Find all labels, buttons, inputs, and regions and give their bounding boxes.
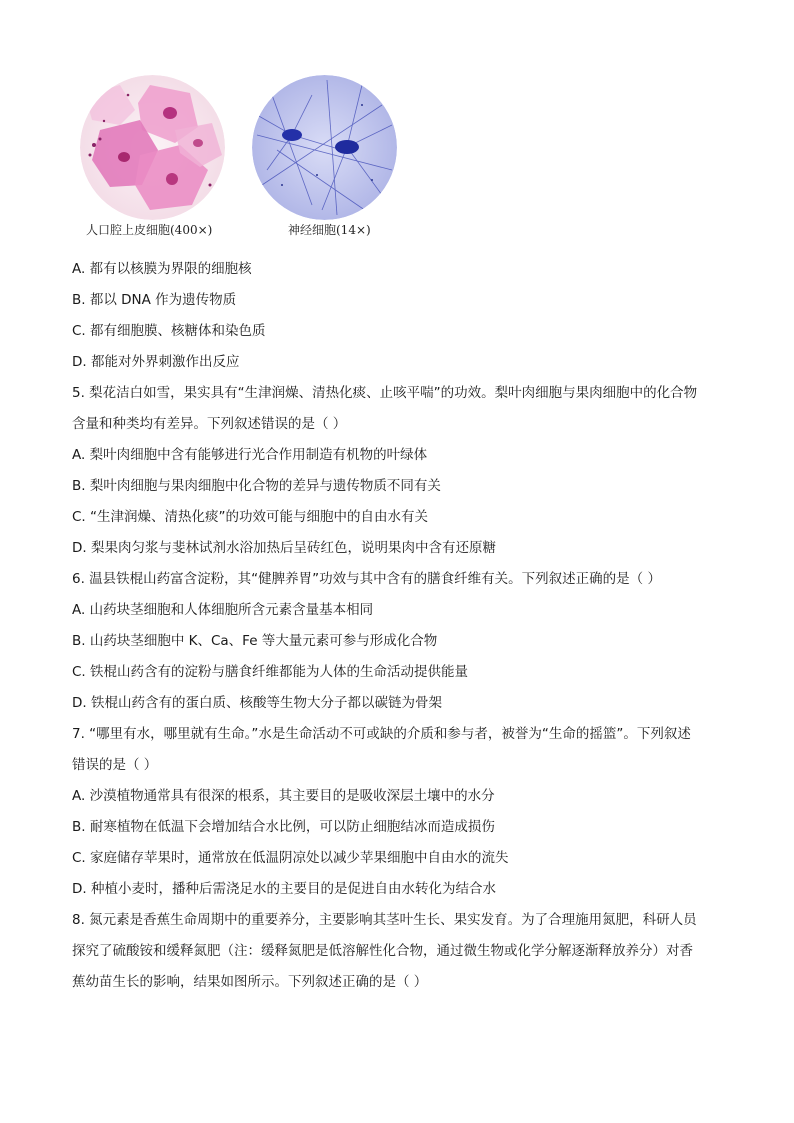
q5-option-a: A. 梨叶肉细胞中含有能够进行光合作用制造有机物的叶绿体: [72, 447, 428, 463]
oral-epithelial-cells-image: [80, 75, 225, 220]
right-figure-caption: 神经细胞(14×): [288, 223, 371, 237]
left-figure-caption: 人口腔上皮细胞(400×): [86, 223, 213, 237]
q8-stem-line-2: 探究了硫酸铵和缓释氮肥（注：缓释氮肥是低溶解性化合物，通过微生物或化学分解逐渐释放养分）对香: [72, 943, 693, 959]
q4-option-d: D. 都能对外界刺激作出反应: [72, 354, 240, 370]
q8-stem-line-3: 蕉幼苗生长的影响，结果如图所示。下列叙述正确的是（ ）: [72, 974, 428, 990]
q7-stem-line-2: 错误的是（ ）: [72, 757, 158, 773]
q4-option-a: A. 都有以核膜为界限的细胞核: [72, 261, 252, 277]
q4-option-c: C. 都有细胞膜、核糖体和染色质: [72, 323, 266, 339]
q4-option-b: B. 都以 DNA 作为遗传物质: [72, 292, 237, 308]
nerve-cells-image: [252, 75, 397, 220]
q7-option-a: A. 沙漠植物通常具有很深的根系，其主要目的是吸收深层土壤中的水分: [72, 788, 495, 804]
q8-stem-line-1: 8. 氮元素是香蕉生命周期中的重要养分，主要影响其茎叶生长、果实发育。为了合理施用氮肥，科研人员: [72, 912, 697, 928]
q6-option-a: A. 山药块茎细胞和人体细胞所含元素含量基本相同: [72, 602, 374, 618]
q5-stem-line-2: 含量和种类均有差异。下列叙述错误的是（ ）: [72, 416, 347, 432]
micrograph-figure: [78, 75, 423, 245]
q5-option-b: B. 梨叶肉细胞与果肉细胞中化合物的差异与遗传物质不同有关: [72, 478, 441, 494]
q6-stem-line-1: 6. 温县铁棍山药富含淀粉，其“健脾养胃”功效与其中含有的膳食纤维有关。下列叙述正确的是（ ）: [72, 571, 661, 587]
q5-option-d: D. 梨果肉匀浆与斐林试剂水浴加热后呈砖红色，说明果肉中含有还原糖: [72, 540, 496, 556]
q5-stem-line-1: 5. 梨花洁白如雪，果实具有“生津润燥、清热化痰、止咳平喘”的功效。梨叶肉细胞与果肉细胞中的化合物: [72, 385, 698, 401]
q6-option-d: D. 铁棍山药含有的蛋白质、核酸等生物大分子都以碳链为骨架: [72, 695, 442, 711]
q5-option-c: C. “生津润燥、清热化痰”的功效可能与细胞中的自由水有关: [72, 509, 428, 525]
q7-option-d: D. 种植小麦时，播种后需浇足水的主要目的是促进自由水转化为结合水: [72, 881, 496, 897]
q7-stem-line-1: 7. “哪里有水，哪里就有生命。”水是生命活动不可或缺的介质和参与者，被誉为“生命的摇篮”。下列叙述: [72, 726, 691, 742]
q6-option-c: C. 铁棍山药含有的淀粉与膳食纤维都能为人体的生命活动提供能量: [72, 664, 469, 680]
q6-option-b: B. 山药块茎细胞中 K、Ca、Fe 等大量元素可参与形成化合物: [72, 633, 438, 649]
q7-option-c: C. 家庭储存苹果时，通常放在低温阴凉处以减少苹果细胞中自由水的流失: [72, 850, 509, 866]
q7-option-b: B. 耐寒植物在低温下会增加结合水比例，可以防止细胞结冰而造成损伤: [72, 819, 495, 835]
question-content: [72, 254, 732, 998]
